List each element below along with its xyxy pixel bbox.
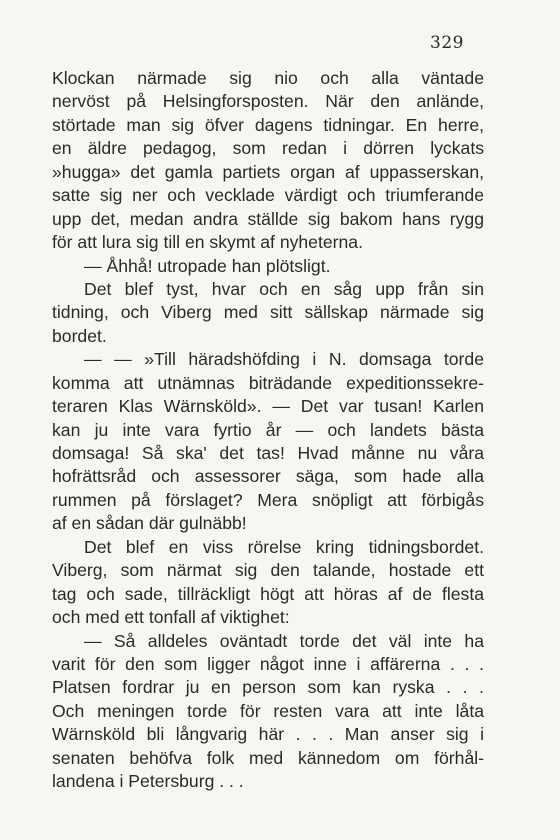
text-line: Platsen fordrar ju en person som kan ryska . . . <box>52 677 484 698</box>
page-number: 329 <box>430 33 464 53</box>
text-line: domsaga! Så ska' det tas! Hvad månne nu våra <box>52 443 484 463</box>
text-line: varit för den som ligger något inne i affärerna . . . <box>52 653 484 674</box>
text-line: komma att utnämnas biträdande expeditionssekre- <box>52 372 484 393</box>
text-line: »hugga» det gamla partiets organ af uppasserskan, <box>52 161 484 182</box>
text-line: Och meningen torde för resten vara att inte låta <box>52 700 484 721</box>
text-line: af en sådan där gulnäbb! <box>52 513 247 534</box>
text-line: nervöst på Helsingforsposten. När den anlände, <box>52 91 484 112</box>
text-line: — Så alldeles oväntadt torde det väl inte ha <box>84 630 484 651</box>
body-text <box>52 67 484 794</box>
text-line: — Åhhå! utropade han plötsligt. <box>84 255 331 276</box>
text-line: Det blef tyst, hvar och en såg upp från sin <box>84 278 484 299</box>
text-line: tag och sade, tillräckligt högt att höras af de flesta <box>52 583 484 604</box>
text-line: för att lura sig till en skymt af nyheterna. <box>52 232 363 253</box>
text-line: upp det, medan andra ställde sig bakom hans rygg <box>52 208 484 229</box>
text-line: bordet. <box>52 325 107 346</box>
text-line: störtade man sig öfver dagens tidningar. En herre, <box>52 114 484 135</box>
text-line: hofrättsråd och assessorer säga, som hade alla <box>52 466 484 487</box>
text-line: Det blef en viss rörelse kring tidningsbordet. <box>84 536 484 557</box>
text-line: kan ju inte vara fyrtio år — och landets bästa <box>52 419 484 440</box>
text-line: senaten behöfva folk med kännedom om förhål- <box>52 747 484 768</box>
text-line: Klockan närmade sig nio och alla väntade <box>52 68 484 88</box>
text-line: och med ett tonfall af viktighet: <box>52 607 290 628</box>
text-line: satte sig ner och vecklade värdigt och triumferande <box>52 185 484 206</box>
text-line: Wärnsköld bli långvarig här . . . Man anser sig i <box>52 724 484 745</box>
text-line: en äldre pedagog, som redan i dörren lyckats <box>52 138 484 159</box>
text-line: tidning, och Viberg med sitt sällskap närmade sig <box>52 302 484 323</box>
text-line: landena i Petersburg . . . <box>52 771 244 792</box>
text-line: — — »Till häradshöfding i N. domsaga torde <box>84 349 484 370</box>
text-line: Viberg, som närmat sig den talande, hostade ett <box>52 560 484 581</box>
text-line: teraren Klas Wärnsköld». — Det var tusan! Karlen <box>52 396 484 417</box>
text-line: rummen på förslaget? Mera snöpligt att förbigås <box>52 489 484 510</box>
